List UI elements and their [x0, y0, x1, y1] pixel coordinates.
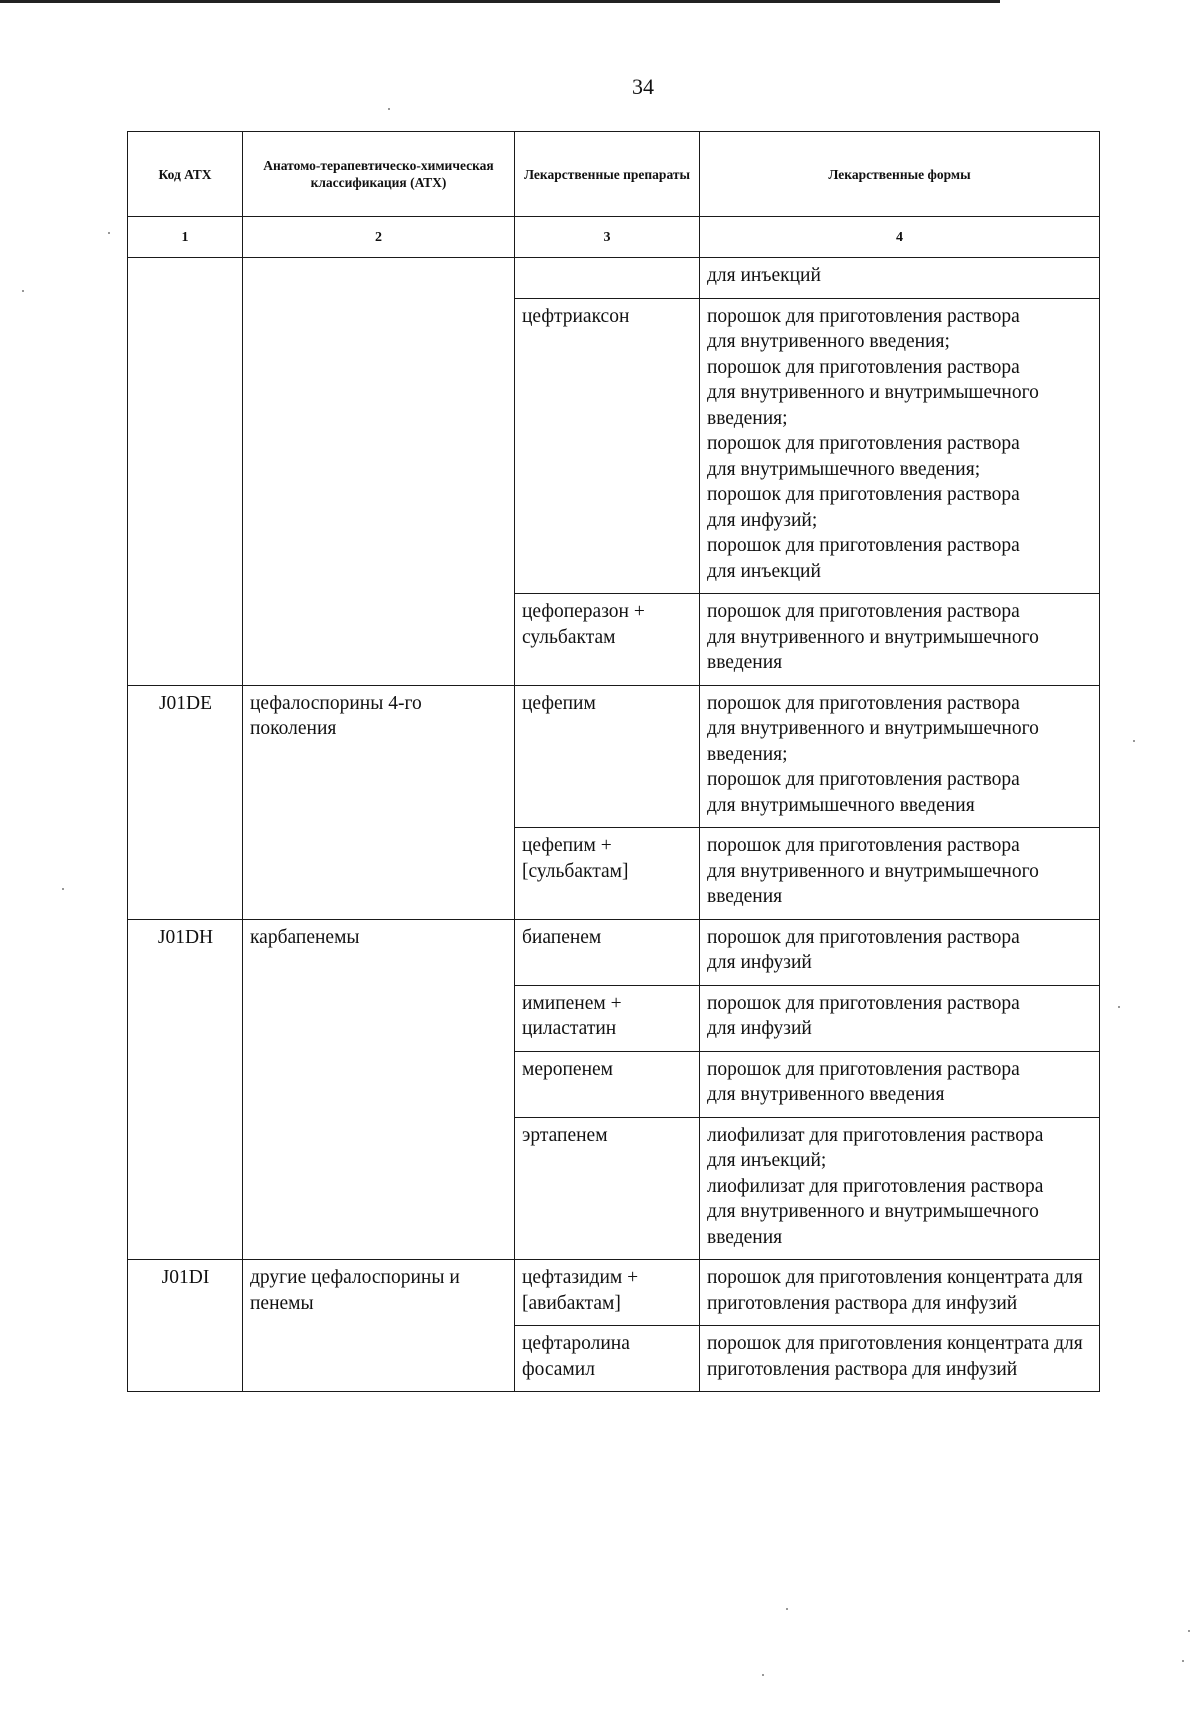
drug-name-cell: цефепим [515, 685, 700, 828]
dosage-form-line: для инфузий [707, 952, 812, 973]
column-number: 3 [515, 217, 700, 258]
scan-speck [1182, 1660, 1184, 1662]
drug-name-cell: цефепим + [сульбактам] [515, 828, 700, 920]
dosage-forms-cell [700, 1117, 1100, 1260]
dosage-form-line: порошок для приготовления раствора [707, 992, 1020, 1014]
drug-name-cell: биапенем [515, 919, 700, 985]
dosage-form-line: для внутривенного введения [707, 1084, 945, 1105]
header-atx-code: Код АТХ [128, 132, 243, 217]
dosage-form-line: для инфузий; [707, 509, 818, 531]
dosage-form-line: порошок для приготовления раствора [707, 433, 1020, 454]
dosage-form-line: для инъекций [707, 560, 821, 582]
atx-classification-cell [243, 258, 515, 686]
dosage-form-line: для внутривенного и внутримышечного [707, 718, 1039, 739]
drug-name-cell: эртапенем [515, 1117, 700, 1260]
dosage-form-line: порошок для приготовления раствора [707, 484, 1020, 505]
dosage-forms-cell [700, 985, 1100, 1051]
scan-speck [1133, 740, 1135, 742]
dosage-form-line: лиофилизат для приготовления раствора [707, 1124, 1044, 1146]
drug-name-cell: меропенем [515, 1051, 700, 1117]
scan-speck [388, 108, 390, 110]
drug-name-cell: цефоперазон + сульбактам [515, 594, 700, 686]
column-number-row [128, 217, 1100, 258]
dosage-form-line: порошок для приготовления раствора [707, 692, 1020, 714]
dosage-form-line: для внутривенного и внутримышечного [707, 382, 1039, 403]
drug-name-cell [515, 258, 700, 299]
header-atx-classification: Анатомо-терапевтическо-химическая классификация (АТХ) [243, 132, 515, 217]
header-drugs: Лекарственные препараты [515, 132, 700, 217]
dosage-form-line: порошок для приготовления раствора [707, 601, 1020, 622]
drug-name-cell: цефтаролина фосамил [515, 1326, 700, 1392]
dosage-form-line: для внутривенного и внутримышечного [707, 626, 1039, 648]
scan-speck [1118, 1006, 1120, 1008]
dosage-forms-cell [700, 828, 1100, 920]
table-row [128, 919, 1100, 985]
dosage-form-line: для внутримышечного введения; [707, 458, 981, 480]
dosage-form-line: порошок для приготовления раствора [707, 1058, 1020, 1080]
atx-code-cell [128, 258, 243, 686]
scan-speck [62, 888, 64, 890]
atx-table [127, 131, 1100, 1392]
dosage-forms-cell [700, 1260, 1100, 1326]
atx-classification-cell: цефалоспорины 4-го поколения [243, 685, 515, 919]
table-row [128, 1260, 1100, 1326]
dosage-form-line: введения [707, 652, 783, 673]
dosage-forms-cell [700, 1051, 1100, 1117]
column-number: 4 [700, 217, 1100, 258]
dosage-form-line: порошок для приготовления раствора [707, 535, 1020, 556]
dosage-form-line: для внутримышечного введения [707, 794, 975, 816]
scan-edge-line [0, 0, 1000, 3]
dosage-forms-cell [700, 685, 1100, 828]
header-row [128, 132, 1100, 217]
scan-speck [762, 1674, 764, 1676]
drug-name-cell: цефтриаксон [515, 298, 700, 594]
dosage-form-line: порошок для приготовления раствора [707, 305, 1020, 327]
dosage-form-line: порошок для приготовления концентрата для приготовления раствора для инфузий [707, 1267, 1083, 1314]
dosage-form-line: порошок для приготовления раствора [707, 356, 1020, 378]
dosage-form-line: порошок для приготовления концентрата для приготовления раствора для инфузий [707, 1333, 1083, 1380]
atx-code-cell: J01DH [128, 919, 243, 1260]
table-row [128, 685, 1100, 828]
drug-name-cell: цефтазидим + [авибактам] [515, 1260, 700, 1326]
scan-speck [108, 232, 110, 234]
column-number: 1 [128, 217, 243, 258]
scan-speck [22, 290, 24, 292]
dosage-form-line: для инфузий [707, 1018, 812, 1039]
dosage-forms-cell [700, 594, 1100, 686]
dosage-form-line: введения [707, 1226, 783, 1248]
dosage-forms-cell [700, 298, 1100, 594]
dosage-form-line: для внутривенного и внутримышечного [707, 860, 1039, 882]
dosage-form-line: порошок для приготовления раствора [707, 835, 1020, 856]
dosage-form-line: порошок для приготовления раствора [707, 926, 1020, 948]
dosage-form-line: введения [707, 886, 783, 907]
scan-speck [1188, 1630, 1190, 1632]
dosage-form-line: порошок для приготовления раствора [707, 769, 1020, 790]
dosage-form-line: для внутривенного введения; [707, 331, 950, 352]
table-row [128, 258, 1100, 299]
dosage-form-line: для инъекций; [707, 1150, 827, 1171]
column-number: 2 [243, 217, 515, 258]
dosage-forms-cell [700, 1326, 1100, 1392]
page-number: 34 [632, 74, 654, 99]
drug-name-cell: имипенем + циластатин [515, 985, 700, 1051]
dosage-form-line: лиофилизат для приготовления раствора [707, 1175, 1044, 1197]
dosage-form-line: для внутривенного и внутримышечного [707, 1201, 1039, 1222]
atx-code-cell: J01DE [128, 685, 243, 919]
dosage-forms-cell [700, 258, 1100, 299]
header-dosage-forms: Лекарственные формы [700, 132, 1100, 217]
dosage-form-line: введения; [707, 743, 788, 765]
dosage-forms-cell [700, 919, 1100, 985]
atx-classification-cell: карбапенемы [243, 919, 515, 1260]
dosage-form-line: для инъекций [707, 265, 821, 286]
dosage-form-line: введения; [707, 407, 788, 429]
scan-speck [786, 1608, 788, 1610]
atx-classification-cell: другие цефалоспорины и пенемы [243, 1260, 515, 1392]
table-body [128, 258, 1100, 1392]
atx-code-cell: J01DI [128, 1260, 243, 1392]
